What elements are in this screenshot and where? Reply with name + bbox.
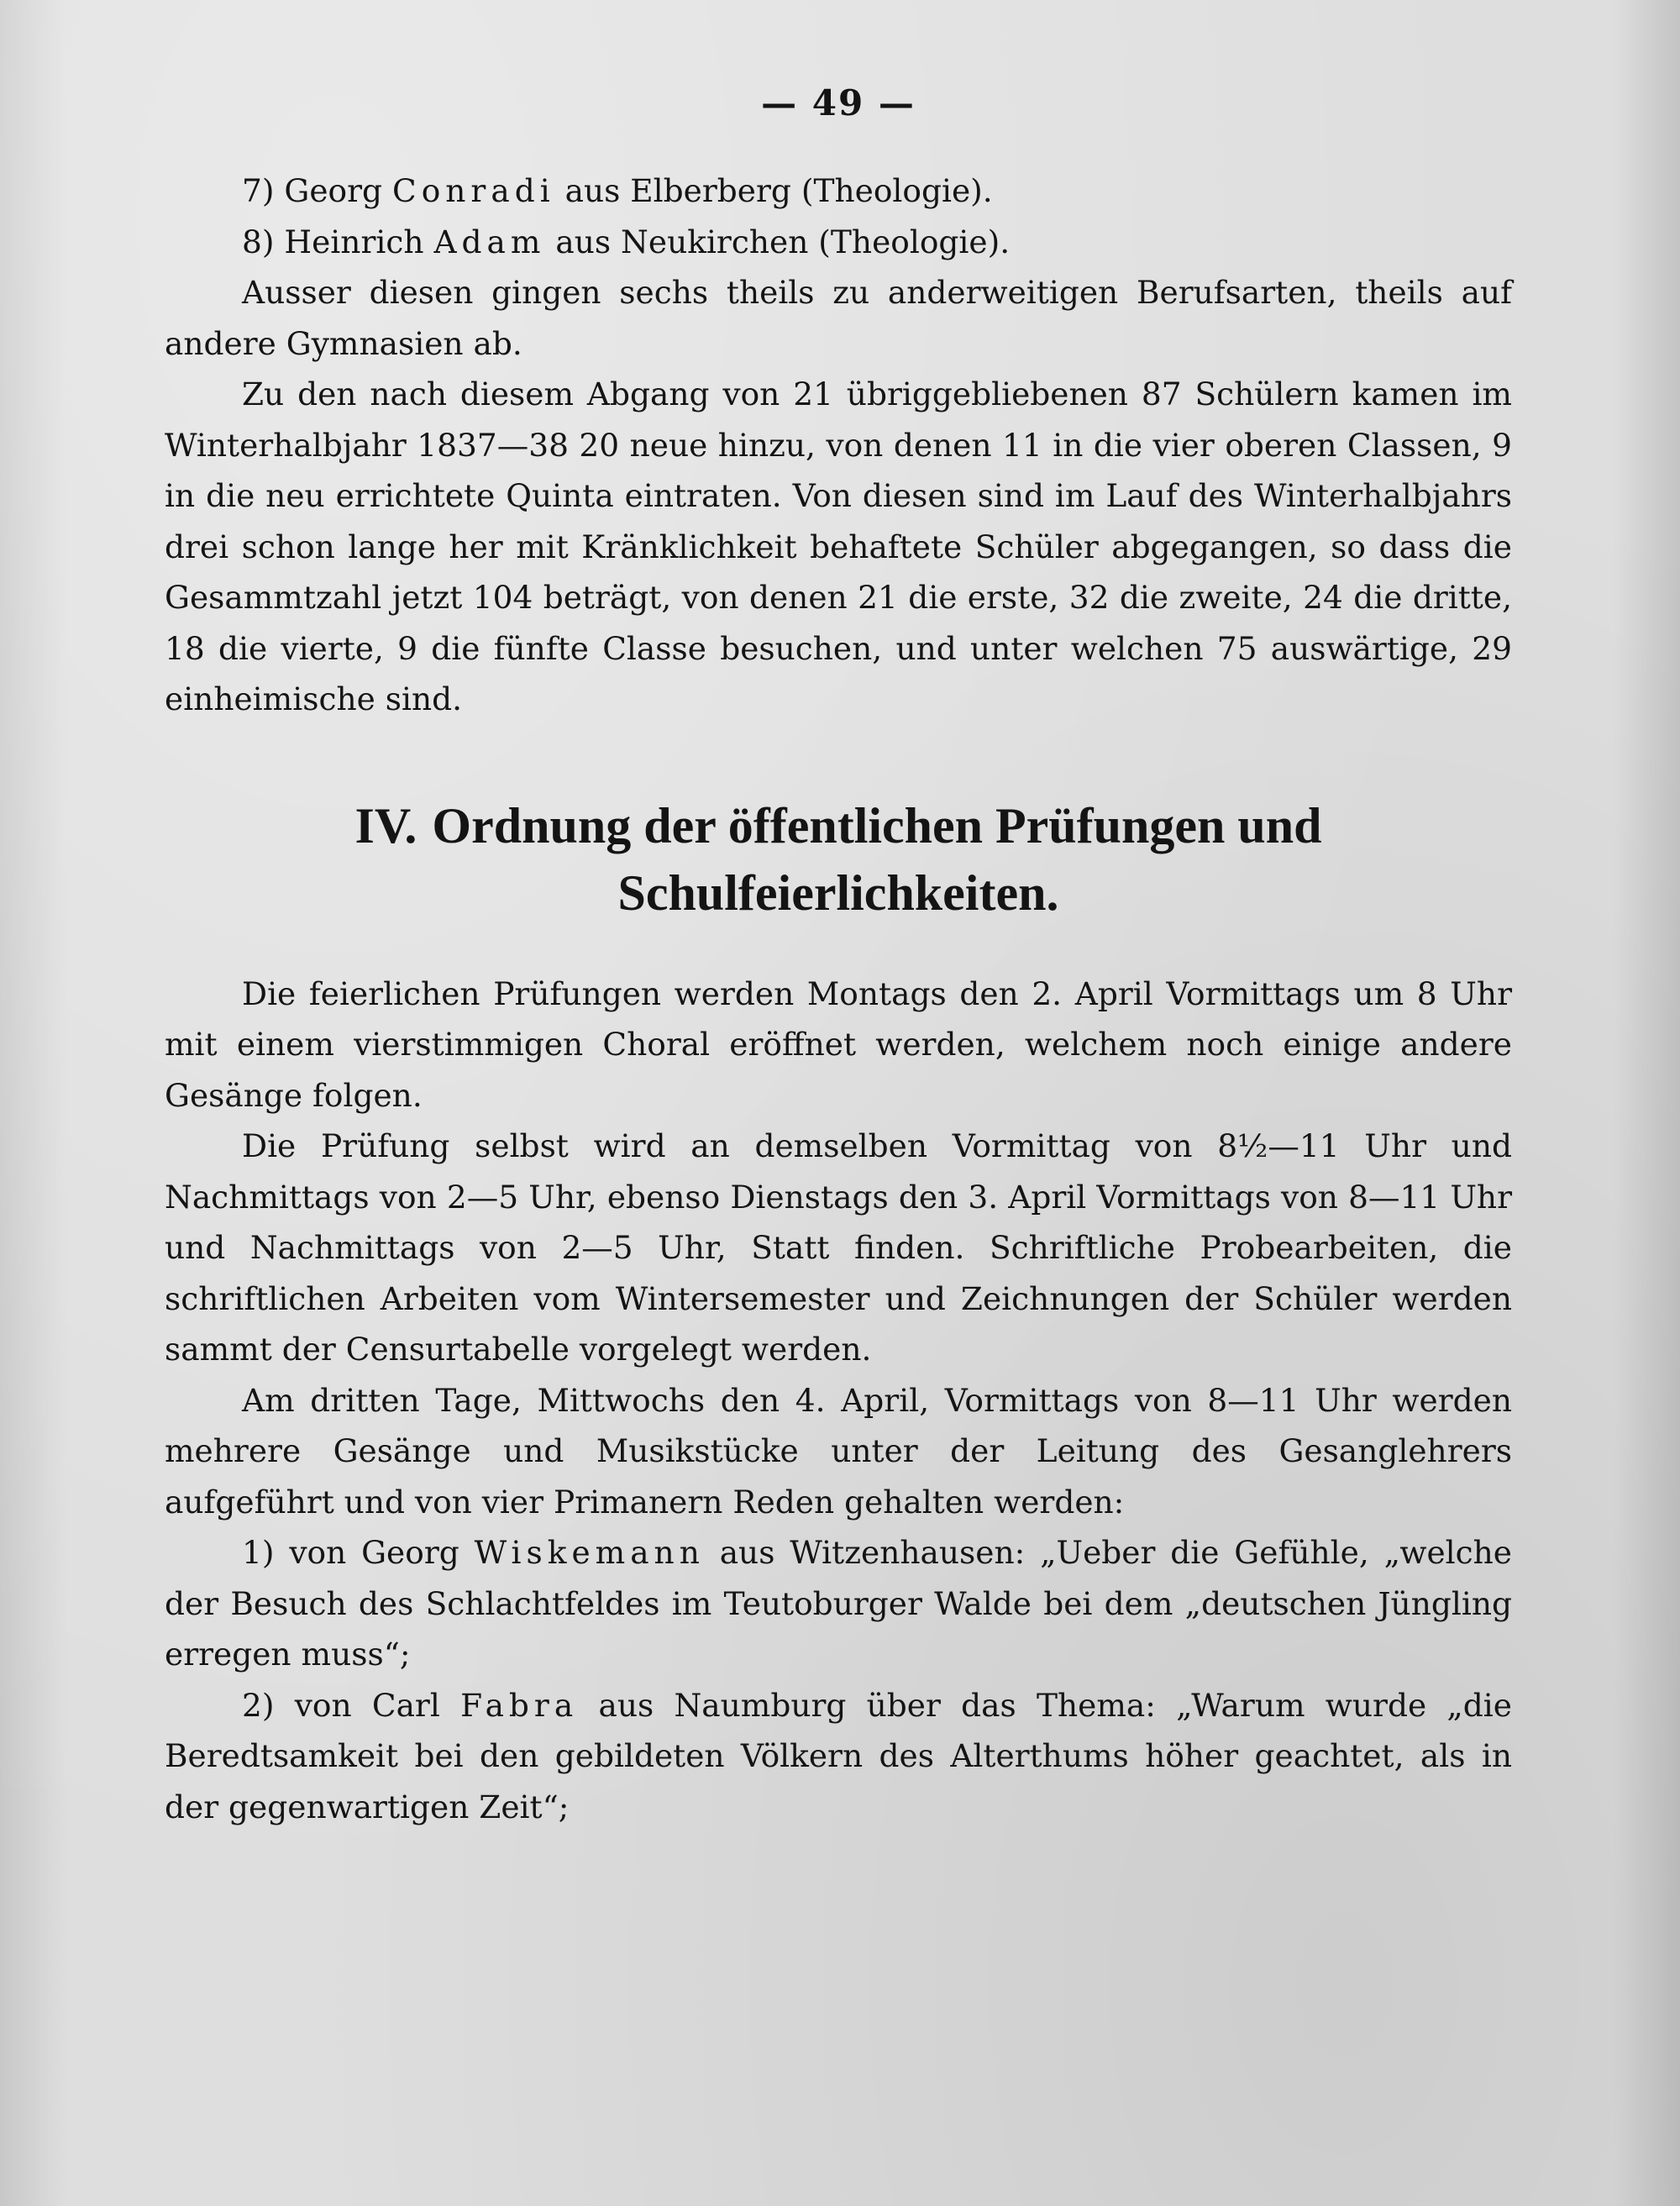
speaker-name: Wiskemann — [474, 1534, 705, 1571]
paragraph-exams-opening: Die feierlichen Prüfungen werden Montags den 2. April Vormittags um 8 Uhr mit einem vierstimmigen Choral eröffnet werden, welchem noch einige andere Gesänge folgen. — [165, 974, 1512, 1114]
speech-rest: aus Naumburg über das Thema: „Warum wurde „die Beredtsamkeit bei den gebildeten Völkern des Alterthums höher geachtet, als in der gegenwartigen Zeit“; — [165, 1686, 1512, 1825]
page-number: — 49 — — [761, 82, 916, 123]
speech-prefix: 1) von Georg — [242, 1534, 475, 1571]
speech-item-2 — [165, 1680, 1512, 1833]
person-name: Adam — [433, 223, 546, 260]
section-title: Ordnung der öffentlichen Prüfungen und Schulfeierlichkeiten. — [432, 797, 1322, 921]
speech-prefix: 2) von Carl — [242, 1686, 461, 1724]
section-heading — [165, 792, 1512, 927]
paragraph-exams-schedule: Die Prüfung selbst wird an demselben Vormittag von 8½—11 Uhr und Nachmittags von 2—5 Uhr, ebenso Dienstags den 3. April Vormittags von 8—11 Uhr und Nachmittags von 2—5 Uhr, Statt finden. Schriftliche Probearbeiten, die schriftlichen Arbeiten vom Wintersemester und Zeichnungen der Schüler werden sammt der Censurtabelle vorgelegt werden. — [165, 1127, 1512, 1368]
item-prefix: 8) Heinrich — [242, 223, 434, 260]
speech-rest: aus Witzenhausen: „Ueber die Gefühle, „welche der Besuch des Schlachtfeldes im Teutoburger Walde bei dem „deutschen Jüngling erregen muss“; — [165, 1534, 1512, 1673]
paragraph-departures: Ausser diesen gingen sechs theils zu anderweitigen Berufsarten, theils auf andere Gymnasien ab. — [165, 274, 1512, 362]
item-rest: aus Elberberg (Theologie). — [554, 172, 993, 209]
paragraph-third-day: Am dritten Tage, Mittwochs den 4. April, Vormittags von 8—11 Uhr werden mehrere Gesänge und Musikstücke unter der Leitung des Gesanglehrers aufgeführt und von vier Primanern Reden gehalten werden: — [165, 1381, 1512, 1521]
person-name: Conradi — [392, 172, 555, 209]
graduate-item-7 — [165, 165, 1512, 217]
graduate-item-8 — [165, 217, 1512, 268]
item-rest: aus Neukirchen (Theologie). — [545, 223, 1011, 260]
item-prefix: 7) Georg — [242, 172, 392, 209]
paragraph-enrollment: Zu den nach diesem Abgang von 21 übriggebliebenen 87 Schülern kamen im Winterhalbjahr 1837—38 20 neue hinzu, von denen 11 in die vier oberen Classen, 9 in die neu errichtete Quinta eintraten. Von diesen sind im Lauf des Winterhalbjahrs drei schon lange her mit Kränklichkeit behaftete Schüler abgegangen, so dass die Gesammtzahl jetzt 104 beträgt, von denen 21 die erste, 32 die zweite, 24 die dritte, 18 die vierte, 9 die fünfte Classe besuchen, und unter welchen 75 auswärtige, 29 einheimische sind. — [165, 376, 1512, 717]
speech-item-1 — [165, 1527, 1512, 1680]
speaker-name: Fabra — [460, 1686, 579, 1724]
section-body — [165, 969, 1512, 1833]
section-number: IV. — [354, 797, 417, 854]
